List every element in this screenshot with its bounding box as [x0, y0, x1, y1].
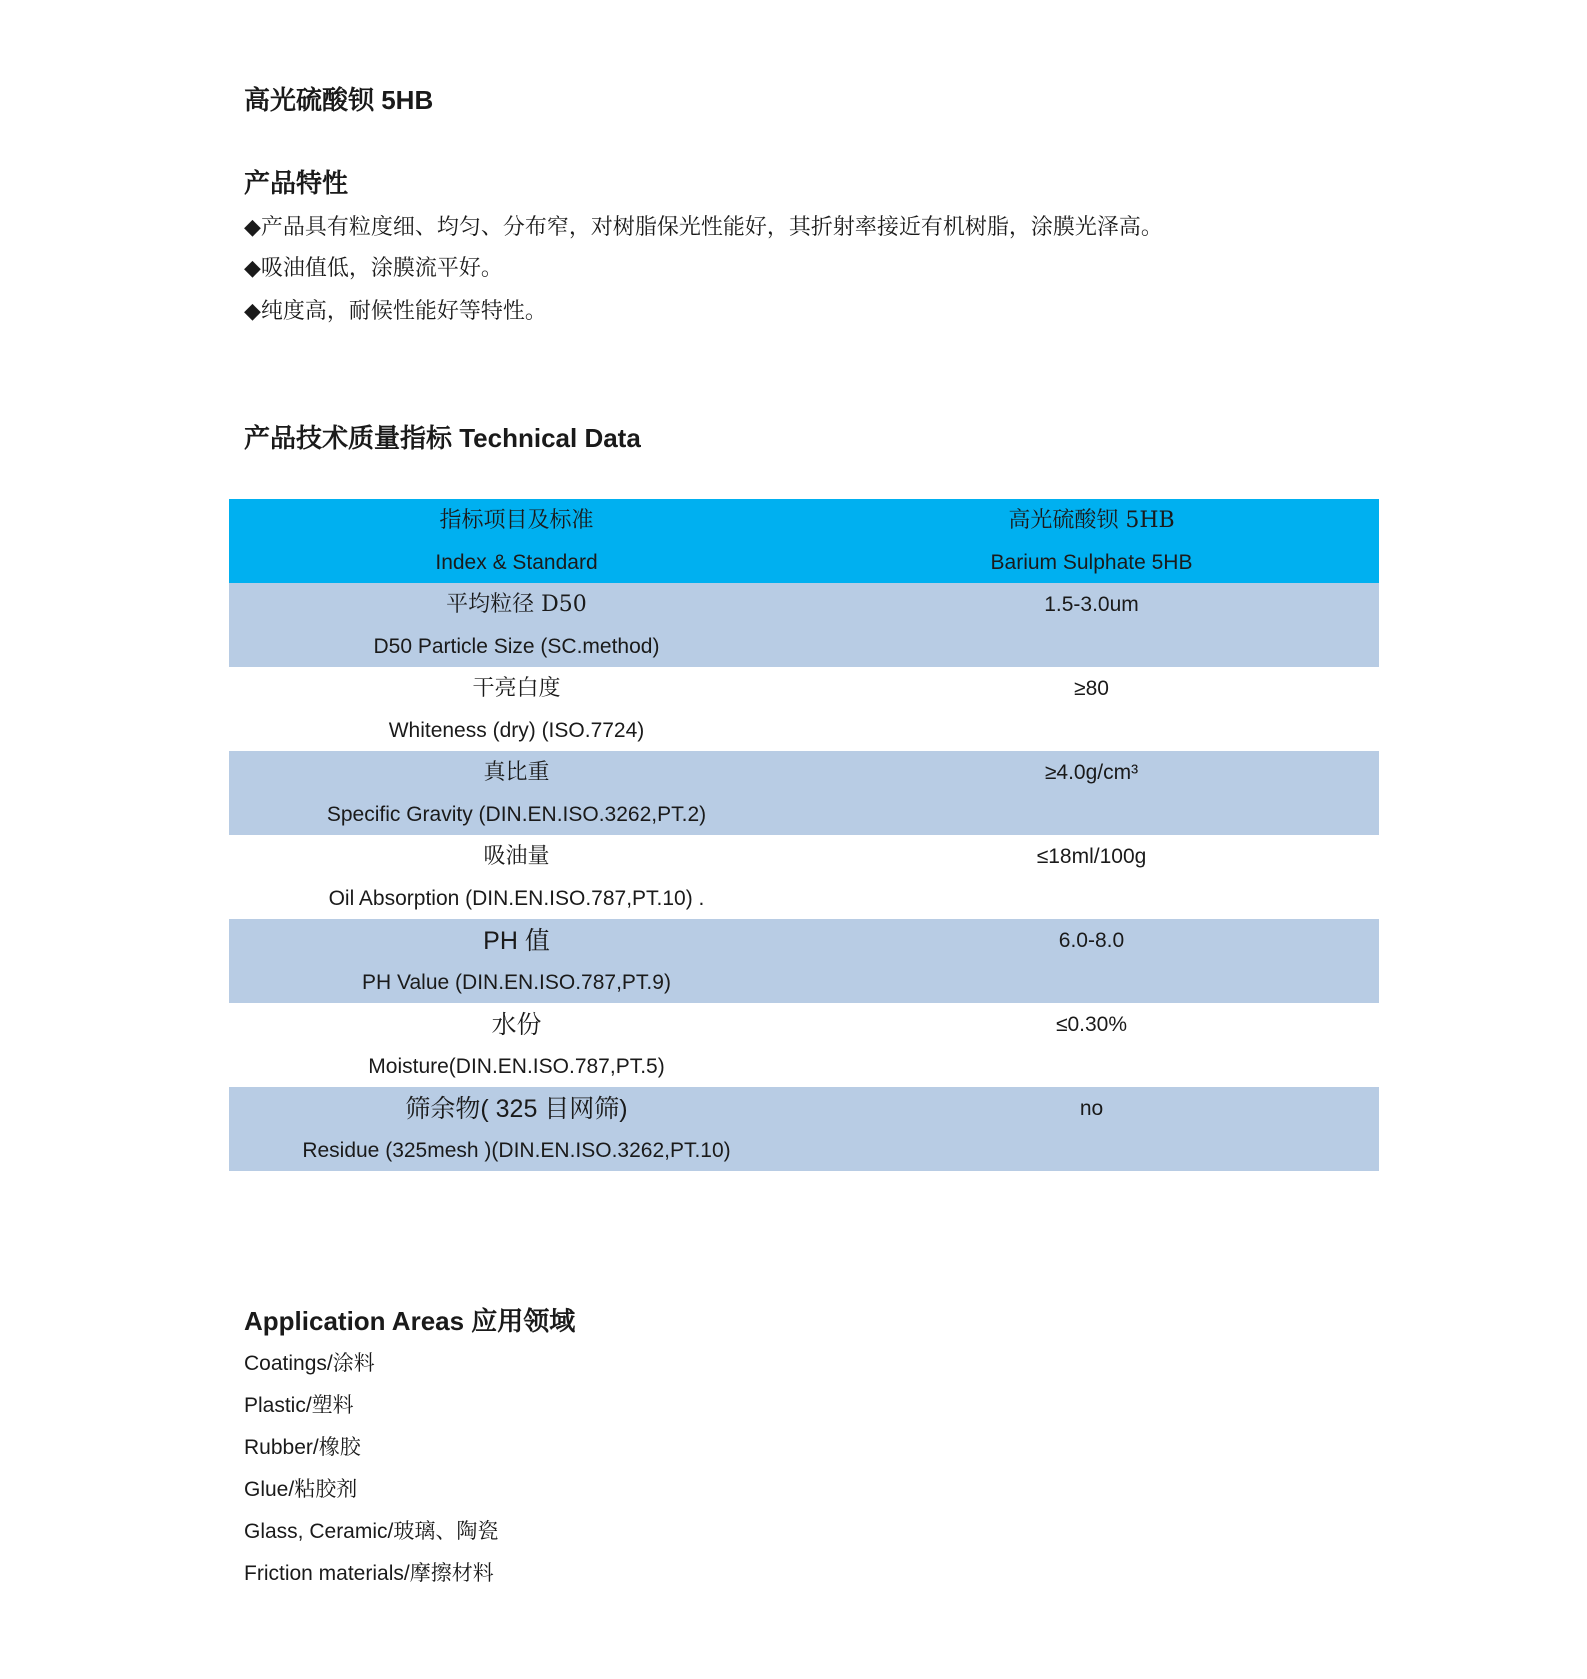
- index-label-zh: PH 值: [483, 927, 550, 955]
- table-cell-value: [804, 751, 1379, 835]
- table-cell-value: [804, 919, 1379, 1003]
- table-header-cell-index: [229, 499, 804, 583]
- table-cell-index: [229, 919, 804, 1003]
- application-item: Rubber/橡胶: [244, 1436, 361, 1459]
- application-item: Glue/粘胶剂: [244, 1478, 358, 1501]
- index-label-en: Whiteness (dry) (ISO.7724): [388, 719, 645, 742]
- index-value: ≥4.0g/cm³: [1044, 761, 1139, 784]
- index-label-en: PH Value (DIN.EN.ISO.787,PT.9): [362, 971, 671, 994]
- feature-item: ◆纯度高，耐候性能好等特性。: [244, 298, 547, 323]
- table-row: [229, 583, 1379, 667]
- applications-heading: Application Areas 应用领域: [244, 1306, 576, 1336]
- table-row: [229, 1003, 1379, 1087]
- index-label-zh: 筛余物( 325 目网筛): [405, 1095, 628, 1123]
- application-item: Friction materials/摩擦材料: [244, 1562, 494, 1585]
- column-label-en: Barium Sulphate 5HB: [990, 551, 1193, 574]
- index-value: 1.5-3.0um: [1044, 593, 1139, 616]
- index-label-en: Residue (325mesh )(DIN.EN.ISO.3262,PT.10): [302, 1139, 731, 1162]
- index-value: no: [1079, 1097, 1104, 1120]
- table-cell-index: [229, 835, 804, 919]
- index-label-zh: 真比重: [483, 760, 550, 785]
- table-cell-index: [229, 667, 804, 751]
- table-header-row: [229, 499, 1379, 583]
- table-row: [229, 751, 1379, 835]
- table-cell-index: [229, 751, 804, 835]
- index-label-en: D50 Particle Size (SC.method): [373, 635, 660, 658]
- table-cell-value: [804, 835, 1379, 919]
- table-cell-index: [229, 1087, 804, 1171]
- table-cell-value: [804, 1087, 1379, 1171]
- table-cell-index: [229, 583, 804, 667]
- table-row: [229, 1087, 1379, 1171]
- index-value: 6.0-8.0: [1058, 929, 1125, 952]
- table-cell-value: [804, 583, 1379, 667]
- index-label-zh: 吸油量: [483, 844, 550, 869]
- table-row: [229, 919, 1379, 1003]
- index-label-en: Specific Gravity (DIN.EN.ISO.3262,PT.2): [326, 803, 707, 826]
- column-label-en: Index & Standard: [435, 551, 598, 574]
- features-heading: 产品特性: [244, 168, 349, 198]
- index-label-en: Oil Absorption (DIN.EN.ISO.787,PT.10) .: [328, 887, 705, 910]
- feature-item: ◆产品具有粒度细、均匀、分布窄，对树脂保光性能好，其折射率接近有机树脂，涂膜光泽高。: [244, 214, 1163, 239]
- column-label-zh: 高光硫酸钡 5HB: [1008, 508, 1175, 533]
- index-label-zh: 干亮白度: [472, 676, 561, 701]
- feature-item: ◆吸油值低，涂膜流平好。: [244, 255, 503, 280]
- index-label-zh: 水份: [491, 1011, 542, 1039]
- table-cell-value: [804, 667, 1379, 751]
- index-label-zh: 平均粒径 D50: [446, 592, 587, 617]
- table-header-cell-product: [804, 499, 1379, 583]
- index-label-en: Moisture(DIN.EN.ISO.787,PT.5): [368, 1055, 665, 1078]
- technical-data-heading: 产品技术质量指标 Technical Data: [244, 423, 641, 453]
- technical-data-table: [229, 499, 1379, 1171]
- application-item: Coatings/涂料: [244, 1352, 375, 1375]
- application-item: Glass, Ceramic/玻璃、陶瓷: [244, 1520, 499, 1543]
- table-row: [229, 835, 1379, 919]
- index-value: ≥80: [1074, 677, 1109, 700]
- table-row: [229, 667, 1379, 751]
- document-title: 高光硫酸钡 5HB: [244, 85, 434, 115]
- column-label-zh: 指标项目及标准: [439, 508, 594, 533]
- index-value: ≤0.30%: [1055, 1013, 1128, 1036]
- index-value: ≤18ml/100g: [1036, 845, 1147, 868]
- application-item: Plastic/塑料: [244, 1394, 354, 1417]
- table-cell-value: [804, 1003, 1379, 1087]
- table-cell-index: [229, 1003, 804, 1087]
